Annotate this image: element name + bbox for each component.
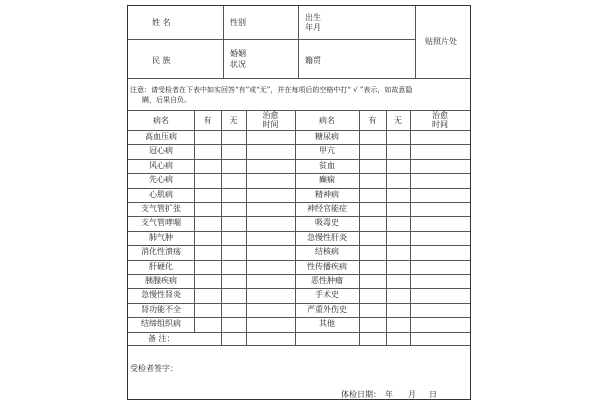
header-col-line xyxy=(223,6,224,78)
disease-name-right: 严重外伤史 xyxy=(307,305,347,314)
no-check-cell-right[interactable] xyxy=(387,131,410,144)
no-check-cell-left[interactable] xyxy=(222,131,246,144)
no-check-cell-left[interactable] xyxy=(222,304,246,317)
yes-check-cell-left[interactable] xyxy=(195,131,221,144)
col-header-no: 无 xyxy=(229,116,238,125)
disease-name-left: 结缔组织病 xyxy=(141,319,181,328)
yes-check-cell-right[interactable] xyxy=(360,261,386,274)
header-bottom-line xyxy=(128,78,470,79)
col-header-cured: 治愈 xyxy=(262,111,279,120)
disease-name-right: 其他 xyxy=(319,319,335,328)
no-check-cell-left[interactable] xyxy=(222,246,246,259)
col-header-cured: 治愈 xyxy=(432,111,448,120)
disease-name-left: 肝硬化 xyxy=(149,262,173,271)
cured-time-cell-left[interactable] xyxy=(247,203,295,216)
native-place-field[interactable] xyxy=(328,40,414,77)
exam-date-month: 月 xyxy=(408,390,416,399)
cured-time-cell-right[interactable] xyxy=(411,304,469,317)
notice-text: 注意：请受检者在下表中如实回答“有”或“无”，并在每项后的空格中打“ √ ”表示，如故意隐 xyxy=(130,86,413,94)
disease-name-right: 精神病 xyxy=(315,190,339,199)
yes-check-cell-left[interactable] xyxy=(195,174,221,187)
cured-time-cell-left[interactable] xyxy=(247,131,295,144)
cured-time-cell-right[interactable] xyxy=(411,261,469,274)
disease-name-left: 先心病 xyxy=(149,175,173,184)
table-col-line xyxy=(221,110,222,345)
cured-time-cell-left[interactable] xyxy=(247,217,295,230)
marital-status-label: 婚姻 xyxy=(230,49,246,58)
disease-name-left: 心肌病 xyxy=(149,190,173,199)
ethnicity-field[interactable] xyxy=(168,40,222,77)
cured-time-cell-left[interactable] xyxy=(247,232,295,245)
remarks-bottom-line xyxy=(128,345,470,346)
birth-date-field[interactable] xyxy=(328,7,414,38)
table-col-line xyxy=(246,110,247,345)
no-check-cell-right[interactable] xyxy=(387,275,410,288)
yes-check-cell-left[interactable] xyxy=(195,203,221,216)
signature-field[interactable] xyxy=(178,360,298,376)
cured-time-cell-left[interactable] xyxy=(247,174,295,187)
col-header-no: 无 xyxy=(394,116,402,125)
yes-check-cell-right[interactable] xyxy=(360,203,386,216)
no-check-cell-right[interactable] xyxy=(387,261,410,274)
disease-name-right: 手术史 xyxy=(315,290,339,299)
no-check-cell-left[interactable] xyxy=(222,145,246,158)
cured-time-cell-left[interactable] xyxy=(247,246,295,259)
col-header-cured: 时间 xyxy=(262,120,279,129)
cured-time-cell-left[interactable] xyxy=(247,289,295,302)
yes-check-cell-right[interactable] xyxy=(360,189,386,202)
cured-time-cell-right[interactable] xyxy=(411,318,469,331)
yes-check-cell-left[interactable] xyxy=(195,246,221,259)
marital-status-label: 状况 xyxy=(230,60,246,69)
yes-check-cell-left[interactable] xyxy=(195,275,221,288)
cured-time-cell-left[interactable] xyxy=(247,275,295,288)
disease-name-right: 恶性肿瘤 xyxy=(311,276,343,285)
no-check-cell-right[interactable] xyxy=(387,145,410,158)
birth-label: 年月 xyxy=(305,23,321,32)
no-check-cell-right[interactable] xyxy=(387,318,410,331)
disease-name-right: 甲亢 xyxy=(319,146,335,155)
cured-time-cell-right[interactable] xyxy=(411,131,469,144)
gender-field[interactable] xyxy=(248,7,297,38)
yes-check-cell-left[interactable] xyxy=(195,289,221,302)
cured-time-cell-right[interactable] xyxy=(411,160,469,173)
no-check-cell-left[interactable] xyxy=(222,160,246,173)
cured-time-cell-left[interactable] xyxy=(247,318,295,331)
no-check-cell-right[interactable] xyxy=(387,174,410,187)
remarks-field[interactable] xyxy=(222,333,469,344)
photo-area[interactable] xyxy=(416,7,469,77)
disease-name-right: 性传播疾病 xyxy=(307,262,347,271)
yes-check-cell-left[interactable] xyxy=(195,261,221,274)
disease-name-right: 吸毒史 xyxy=(315,218,339,227)
cured-time-cell-left[interactable] xyxy=(247,261,295,274)
cured-time-cell-left[interactable] xyxy=(247,160,295,173)
native-place-label: 籍贯 xyxy=(305,56,321,65)
photo-area-label: 贴照片处 xyxy=(425,37,457,46)
no-check-cell-right[interactable] xyxy=(387,246,410,259)
no-check-cell-right[interactable] xyxy=(387,160,410,173)
col-header-cured: 时间 xyxy=(432,120,448,129)
yes-check-cell-left[interactable] xyxy=(195,304,221,317)
no-check-cell-right[interactable] xyxy=(387,232,410,245)
cured-time-cell-right[interactable] xyxy=(411,232,469,245)
remarks-label: 备 注： xyxy=(148,334,175,343)
cured-time-cell-left[interactable] xyxy=(247,145,295,158)
birth-label: 出生 xyxy=(305,13,321,22)
cured-time-cell-right[interactable] xyxy=(411,217,469,230)
disease-name-right: 急慢性肝炎 xyxy=(307,233,347,242)
yes-check-cell-left[interactable] xyxy=(195,145,221,158)
no-check-cell-left[interactable] xyxy=(222,318,246,331)
disease-name-left: 冠心病 xyxy=(149,146,173,155)
no-check-cell-left[interactable] xyxy=(222,217,246,230)
disease-name-right: 神经官能症 xyxy=(307,204,347,213)
disease-name-left: 胰腺疾病 xyxy=(145,276,177,285)
disease-name-left: 急慢性肾炎 xyxy=(141,290,181,299)
disease-name-left: 肾功能不全 xyxy=(141,305,181,314)
yes-check-cell-left[interactable] xyxy=(195,232,221,245)
yes-check-cell-left[interactable] xyxy=(195,160,221,173)
no-check-cell-left[interactable] xyxy=(222,261,246,274)
no-check-cell-left[interactable] xyxy=(222,189,246,202)
yes-check-cell-right[interactable] xyxy=(360,318,386,331)
yes-check-cell-left[interactable] xyxy=(195,217,221,230)
table-col-line xyxy=(410,110,411,345)
marital-status-field[interactable] xyxy=(248,40,297,77)
col-header-yes: 有 xyxy=(368,116,377,125)
disease-name-left: 高血压病 xyxy=(145,132,177,141)
no-check-cell-left[interactable] xyxy=(222,174,246,187)
no-check-cell-right[interactable] xyxy=(387,189,410,202)
yes-check-cell-left[interactable] xyxy=(195,318,221,331)
disease-name-left: 支气管哮喘 xyxy=(141,218,181,227)
cured-time-cell-right[interactable] xyxy=(411,275,469,288)
cured-time-cell-right[interactable] xyxy=(411,246,469,259)
disease-name-left: 肺气肿 xyxy=(149,233,173,242)
no-check-cell-left[interactable] xyxy=(222,289,246,302)
yes-check-cell-right[interactable] xyxy=(360,160,386,173)
disease-name-right: 癫痫 xyxy=(319,175,335,184)
notice-text: 瞒，后果自负。 xyxy=(142,96,191,104)
cured-time-cell-left[interactable] xyxy=(247,304,295,317)
disease-name-left: 支气管扩张 xyxy=(141,204,181,213)
table-col-line xyxy=(359,110,360,345)
yes-check-cell-right[interactable] xyxy=(360,232,386,245)
col-header-yes: 有 xyxy=(203,116,212,125)
no-check-cell-left[interactable] xyxy=(222,232,246,245)
yes-check-cell-right[interactable] xyxy=(360,217,386,230)
cured-time-cell-right[interactable] xyxy=(411,189,469,202)
yes-check-cell-left[interactable] xyxy=(195,189,221,202)
exam-date-label: 体检日期： xyxy=(341,390,381,399)
table-col-line xyxy=(386,110,387,345)
no-check-cell-right[interactable] xyxy=(387,217,410,230)
yes-check-cell-right[interactable] xyxy=(360,174,386,187)
name-field[interactable] xyxy=(168,7,222,38)
table-col-line xyxy=(194,110,195,332)
yes-check-cell-right[interactable] xyxy=(360,289,386,302)
cured-time-cell-right[interactable] xyxy=(411,203,469,216)
yes-check-cell-right[interactable] xyxy=(360,275,386,288)
no-check-cell-right[interactable] xyxy=(387,289,410,302)
no-check-cell-right[interactable] xyxy=(387,304,410,317)
disease-name-left: 风心病 xyxy=(149,161,173,170)
exam-date-day: 日 xyxy=(429,390,437,399)
yes-check-cell-right[interactable] xyxy=(360,304,386,317)
cured-time-cell-left[interactable] xyxy=(247,189,295,202)
disease-name-right: 糖尿病 xyxy=(315,132,339,141)
cured-time-cell-right[interactable] xyxy=(411,174,469,187)
no-check-cell-left[interactable] xyxy=(222,203,246,216)
yes-check-cell-right[interactable] xyxy=(360,131,386,144)
col-header-disease: 病名 xyxy=(153,116,169,125)
cured-time-cell-right[interactable] xyxy=(411,289,469,302)
no-check-cell-right[interactable] xyxy=(387,203,410,216)
table-col-line xyxy=(295,110,296,345)
gender-label: 性别 xyxy=(230,18,246,27)
exam-date-year: 年 xyxy=(385,390,393,399)
no-check-cell-left[interactable] xyxy=(222,275,246,288)
health-declaration-form xyxy=(127,5,471,400)
disease-name-right: 贫血 xyxy=(319,161,335,170)
yes-check-cell-right[interactable] xyxy=(360,145,386,158)
name-label: 姓 名 xyxy=(152,18,171,27)
ethnicity-label: 民 族 xyxy=(152,56,171,65)
header-col-line xyxy=(298,6,299,78)
disease-name-left: 消化性溃疡 xyxy=(141,247,181,256)
disease-name-right: 结核病 xyxy=(315,247,339,256)
yes-check-cell-right[interactable] xyxy=(360,246,386,259)
cured-time-cell-right[interactable] xyxy=(411,145,469,158)
signature-label: 受检者签字： xyxy=(130,364,178,373)
col-header-disease: 病名 xyxy=(319,116,335,125)
